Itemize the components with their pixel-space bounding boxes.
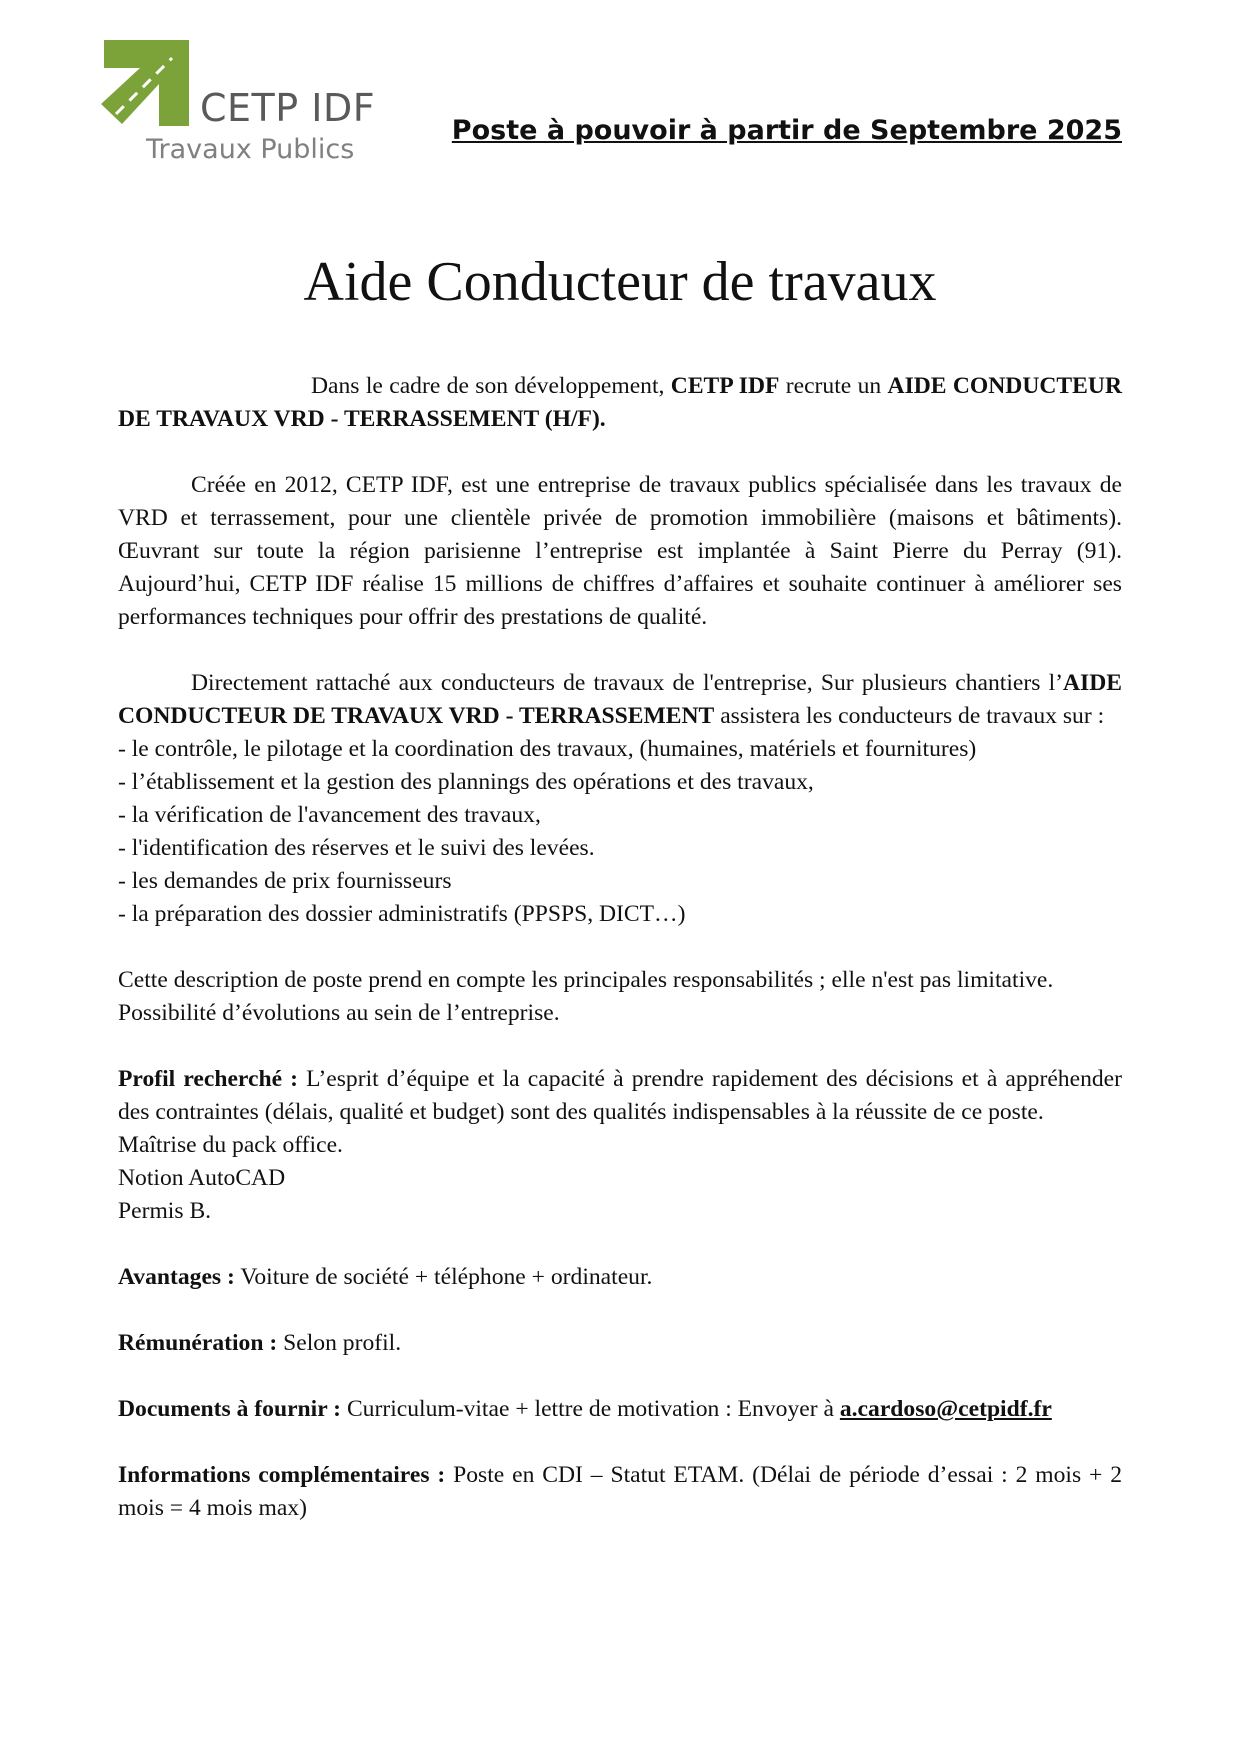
advantages-line [118, 1261, 1122, 1294]
task-item: - les demandes de prix fournisseurs [118, 868, 452, 894]
task-item: - l’établissement et la gestion des plannings des opérations et des travaux, [118, 769, 814, 795]
documents-text: Curriculum-vitae + lettre de motivation : Envoyer à [341, 1396, 840, 1422]
logo-subtitle: Travaux Publics [146, 134, 355, 165]
company-logo [96, 38, 376, 178]
info-label: Informations complémentaires : [118, 1462, 446, 1488]
task-item: - le contrôle, le pilotage et la coordination des travaux, (humaines, matériels et fournitures) [118, 736, 977, 762]
company-name: CETP IDF [670, 373, 780, 399]
documents-line [118, 1393, 1122, 1426]
task-list [118, 733, 1122, 931]
document-body [118, 370, 1122, 1525]
description-note: Cette description de poste prend en compte les principales responsabilités ; elle n'est pas limitative. [118, 967, 1054, 993]
salary-text: Selon profil. [277, 1330, 402, 1356]
contact-email-link[interactable]: a.cardoso@cetpidf.fr [839, 1396, 1052, 1422]
documents-label: Documents à fournir : [118, 1396, 342, 1422]
company-paragraph: Créée en 2012, CETP IDF, est une entreprise de travaux publics spécialisée dans les travaux de VRD et terrassement, pour une clientèle privée de promotion immobilière (maisons et bâtiments). Œuvrant sur toute la région parisienne l’entreprise est implantée à Saint Pierre du Perray (91). Aujourd’hui, CETP IDF réalise 15 millions de chiffres d’affaires et souhaite continuer à améliorer ses performances techniques pour offrir des prestations de qualité. [118, 472, 1122, 630]
availability-tagline: Poste à pouvoir à partir de Septembre 2025 [451, 115, 1122, 146]
task-item: - la préparation des dossier administratifs (PPSPS, DICT…) [118, 901, 686, 927]
evolution-note: Possibilité d’évolutions au sein de l’entreprise. [118, 1000, 560, 1026]
position-title: AIDE CONDUCTEUR DE TRAVAUX VRD - TERRASSEMENT (H/F). [118, 373, 1122, 432]
task-item: - l'identification des réserves et le suivi des levées. [118, 835, 595, 861]
profile-label: Profil recherché : [118, 1066, 299, 1092]
profile-paragraph [118, 1063, 1122, 1129]
intro-text: Dans le cadre de son développement, [311, 373, 671, 399]
info-paragraph [118, 1459, 1122, 1525]
salary-line [118, 1327, 1122, 1360]
salary-label: Rémunération : [118, 1330, 278, 1356]
skill-item: Permis B. [118, 1198, 212, 1224]
skill-item: Notion AutoCAD [118, 1165, 286, 1191]
advantages-text: Voiture de société + téléphone + ordinateur. [234, 1264, 653, 1290]
intro-text-2: recrute un [779, 373, 888, 399]
advantages-label: Avantages : [118, 1264, 235, 1290]
mission-text: Directement rattaché aux conducteurs de travaux de l'entreprise, Sur plusieurs chantiers l’ [191, 670, 1063, 696]
mission-text-2: assistera les conducteurs de travaux sur : [714, 703, 1105, 729]
logo-name: CETP IDF [200, 86, 376, 130]
mission-position: AIDE CONDUCTEUR DE TRAVAUX VRD - TERRASSEMENT [118, 670, 1122, 729]
info-text: Poste en CDI – Statut ETAM. (Délai de période d’essai : 2 mois + 2 mois = 4 mois max) [118, 1462, 1123, 1521]
task-item: - la vérification de l'avancement des travaux, [118, 802, 541, 828]
mission-paragraph [118, 667, 1122, 733]
page-title: Aide Conducteur de travaux [303, 251, 937, 313]
road-arrow-icon [96, 38, 196, 138]
intro-paragraph [118, 370, 1122, 436]
profile-text: L’esprit d’équipe et la capacité à prendre rapidement des décisions et à appréhender des contraintes (délais, qualité et budget) sont des qualités indispensables à la réussite de ce poste. [118, 1066, 1122, 1125]
skill-item: Maîtrise du pack office. [118, 1132, 343, 1158]
